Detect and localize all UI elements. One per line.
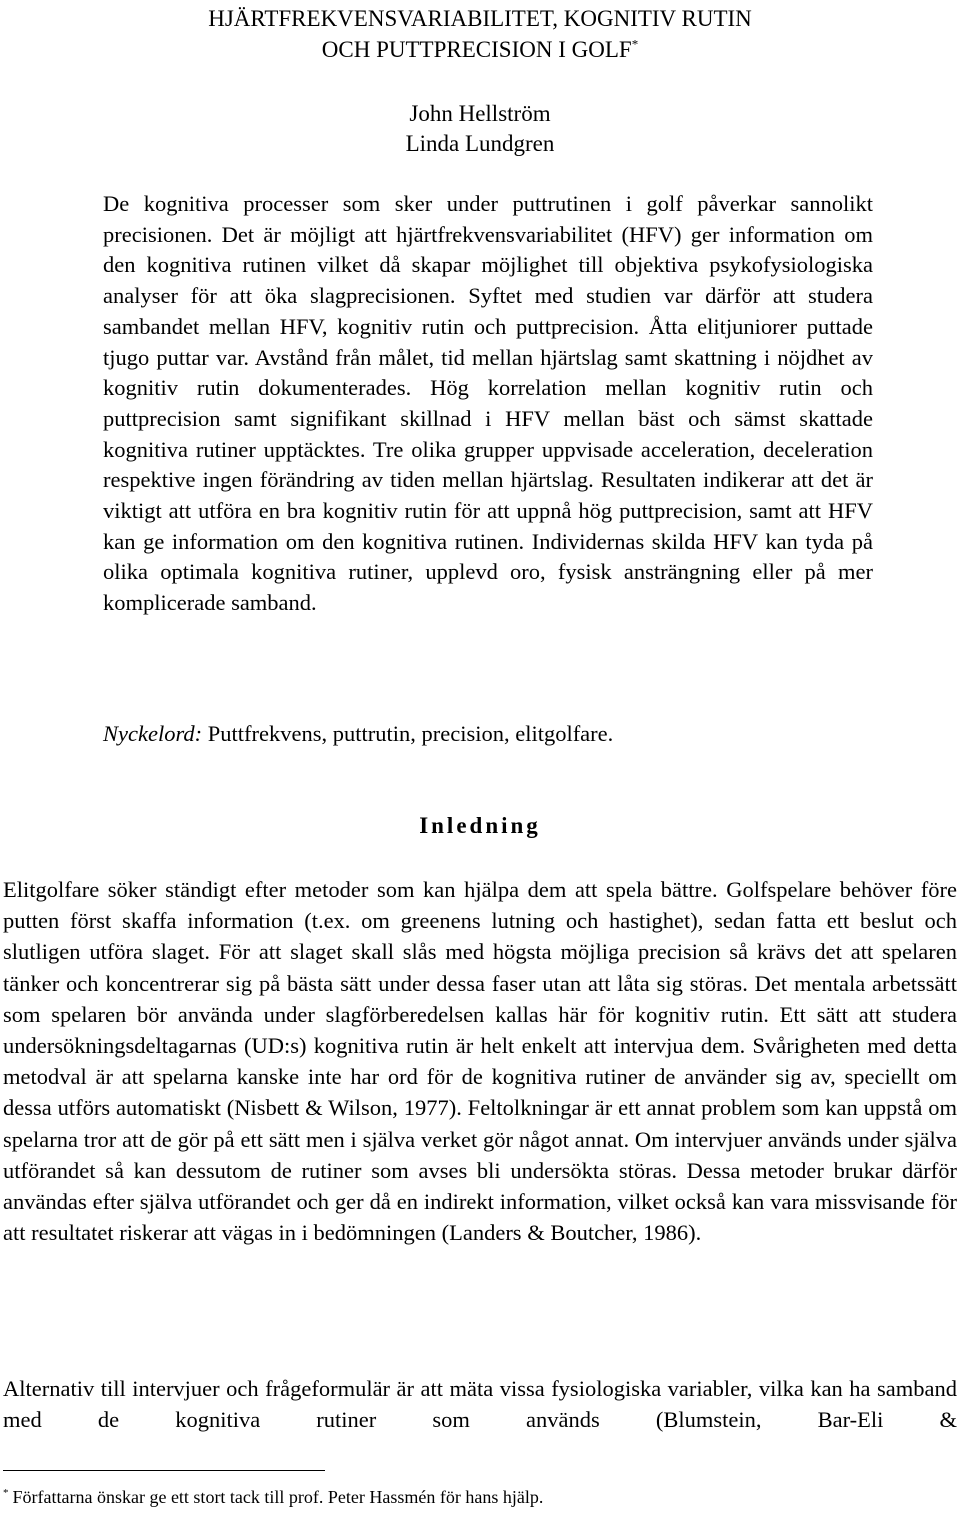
- body-paragraph: Alternativ till intervjuer och frågeformulär är att mäta vissa fysiologiska variabler, vilka kan ha samband med de kognitiva rutiner som används (Blumstein, Bar-Eli &: [3, 1376, 957, 1433]
- keywords: [103, 719, 873, 749]
- keywords-label: Nyckelord:: [103, 721, 203, 746]
- title-footnote-marker: *: [631, 36, 639, 52]
- footnote-text: Författarna önskar ge ett stort tack till prof. Peter Hassmén för hans hjälp.: [12, 1487, 544, 1507]
- footnote-marker: *: [3, 1487, 9, 1499]
- paper-title-line-2: [0, 34, 960, 65]
- paper-title-line-1: HJÄRTFREKVENSVARIABILITET, KOGNITIV RUTIN: [208, 6, 752, 31]
- section-heading: Inledning: [419, 813, 541, 838]
- footnote: [3, 1485, 543, 1509]
- keywords-text: Puttfrekvens, puttrutin, precision, elitgolfare.: [202, 721, 614, 746]
- author-2: Linda Lundgren: [405, 131, 555, 156]
- body-paragraph: Elitgolfare söker ständigt efter metoder som kan hjälpa dem att spela bättre. Golfspelare behöver före putten först skaffa information (t.ex. om greenens lutning och hastighet), sedan fatta ett beslut och slutligen utföra slaget. För att slaget skall slås med högsta möjliga precision så krävs det att spelaren tänker och koncentrerar sig på bästa sätt under dessa faser utan att låta sig störas. Det mentala arbetssätt som spelaren bör använda under slagförberedelsen kallas här för kognitiv rutin. Ett sätt att studera undersökningsdeltagarnas (UD:s) kognitiva rutin är helt enkelt att intervjua dem. Svårigheten med detta metodval är att spelarna kanske inte har ord för de kognitiva rutiner de använder sig av, speciellt om dessa utförs automatiskt (Nisbett & Wilson, 1977). Feltolkningar är ett annat problem som kan uppstå om spelarna tror att de gör på ett sätt men i själva verket gör något annat. Om intervjuer används under själva utförandet så kan dessutom de rutiner som avses bli undersökta störas. Dessa metoder brukar därför användas efter själva utförandet och ger då en indirekt information, vilket också kan vara missvisande för att resultatet riskerar att vägas in i bedömningen (Landers & Boutcher, 1986).: [3, 877, 957, 1246]
- footnote-divider: [3, 1470, 325, 1471]
- abstract: De kognitiva processer som sker under puttrutinen i golf påverkar sannolikt precisionen. Det är möjligt att hjärtfrekvensvariabilitet (HFV) ger information om den kognitiva rutinen vilket då skapar möjlighet till objektiva psykofysiologiska analyser för att öka slagprecisionen. Syftet med studien var därför att studera sambandet mellan HFV, kognitiv rutin och puttprecision. Åtta elitjuniorer puttade tjugo puttar var. Avstånd från målet, tid mellan hjärtslag samt skattning i nöjdhet av kognitiv rutin dokumenterades. Hög korrelation mellan kognitiv rutin och puttprecision samt signifikant skillnad i HFV mellan bäst och sämst skattade kognitiva rutiner upptäcktes. Tre olika grupper uppvisade acceleration, deceleration respektive ingen förändring av tiden mellan hjärtslag. Resultaten indikerar att det är viktigt att utföra en bra kognitiv rutin för att uppnå hög puttprecision, samt att HFV kan ge information om den kognitiva rutinen. Individernas skilda HFV kan tyda på olika optimala kognitiva rutiner, upplevd oro, fysisk ansträngning eller på mer komplicerade samband.: [103, 191, 873, 616]
- author-1: John Hellström: [409, 101, 551, 126]
- paper-title-line-2-text: OCH PUTTPRECISION I GOLF: [321, 37, 632, 62]
